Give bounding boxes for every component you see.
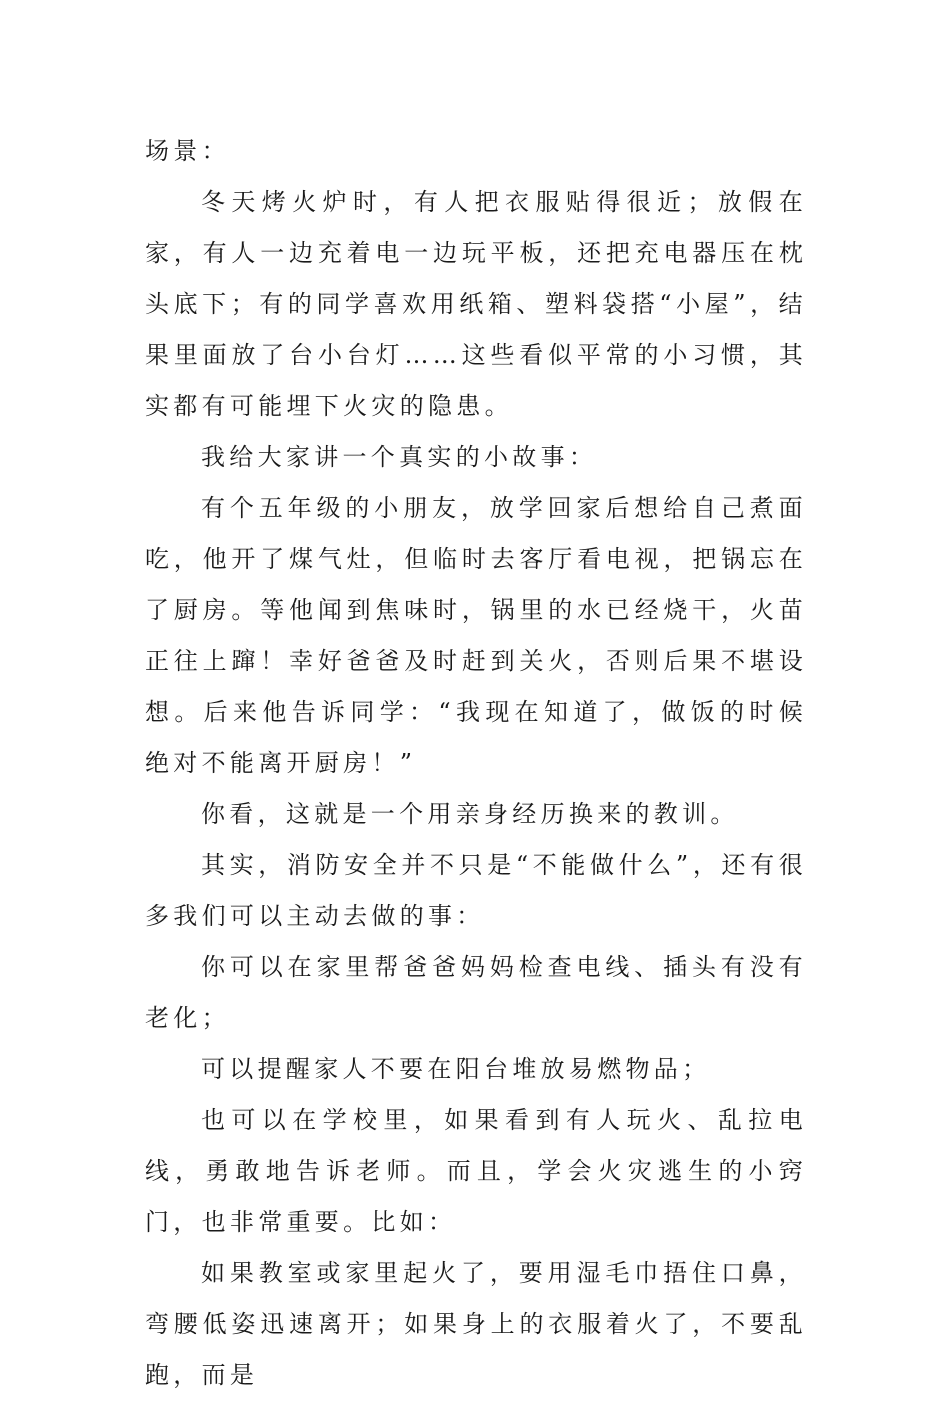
paragraph-scene-heading: 场景：	[145, 137, 230, 165]
document-body	[145, 126, 807, 1401]
paragraph-story: 有个五年级的小朋友，放学回家后想给自己煮面吃，他开了煤气灶，但临时去客厅看电视，把锅忘在了厨房。等他闻到焦味时，锅里的水已经烧干，火苗正往上蹿！幸好爸爸及时赶到关火，否则后果不堪设想。后来他告诉同学：“我现在知道了，做饭的时候绝对不能离开厨房！”	[145, 494, 807, 777]
paragraph-escape-tips: 如果教室或家里起火了，要用湿毛巾捂住口鼻，弯腰低姿迅速离开；如果身上的衣服着火了，不要乱跑，而是	[145, 1259, 807, 1389]
paragraph-proactive-intro: 其实，消防安全并不只是“不能做什么”，还有很多我们可以主动去做的事：	[145, 851, 807, 930]
paragraph-remind-family: 可以提醒家人不要在阳台堆放易燃物品；	[201, 1055, 711, 1083]
paragraph-school-report: 也可以在学校里，如果看到有人玩火、乱拉电线，勇敢地告诉老师。而且，学会火灾逃生的小窍门，也非常重要。比如：	[145, 1106, 807, 1236]
paragraph-lesson: 你看，这就是一个用亲身经历换来的教训。	[201, 800, 739, 828]
paragraph-story-intro: 我给大家讲一个真实的小故事：	[201, 443, 598, 471]
paragraph-check-wires: 你可以在家里帮爸爸妈妈检查电线、插头有没有老化；	[145, 953, 807, 1032]
paragraph-hazard-habits: 冬天烤火炉时，有人把衣服贴得很近；放假在家，有人一边充着电一边玩平板，还把充电器压在枕头底下；有的同学喜欢用纸箱、塑料袋搭“小屋”，结果里面放了台小台灯……这些看似平常的小习惯，其实都有可能埋下火灾的隐患。	[145, 188, 807, 420]
